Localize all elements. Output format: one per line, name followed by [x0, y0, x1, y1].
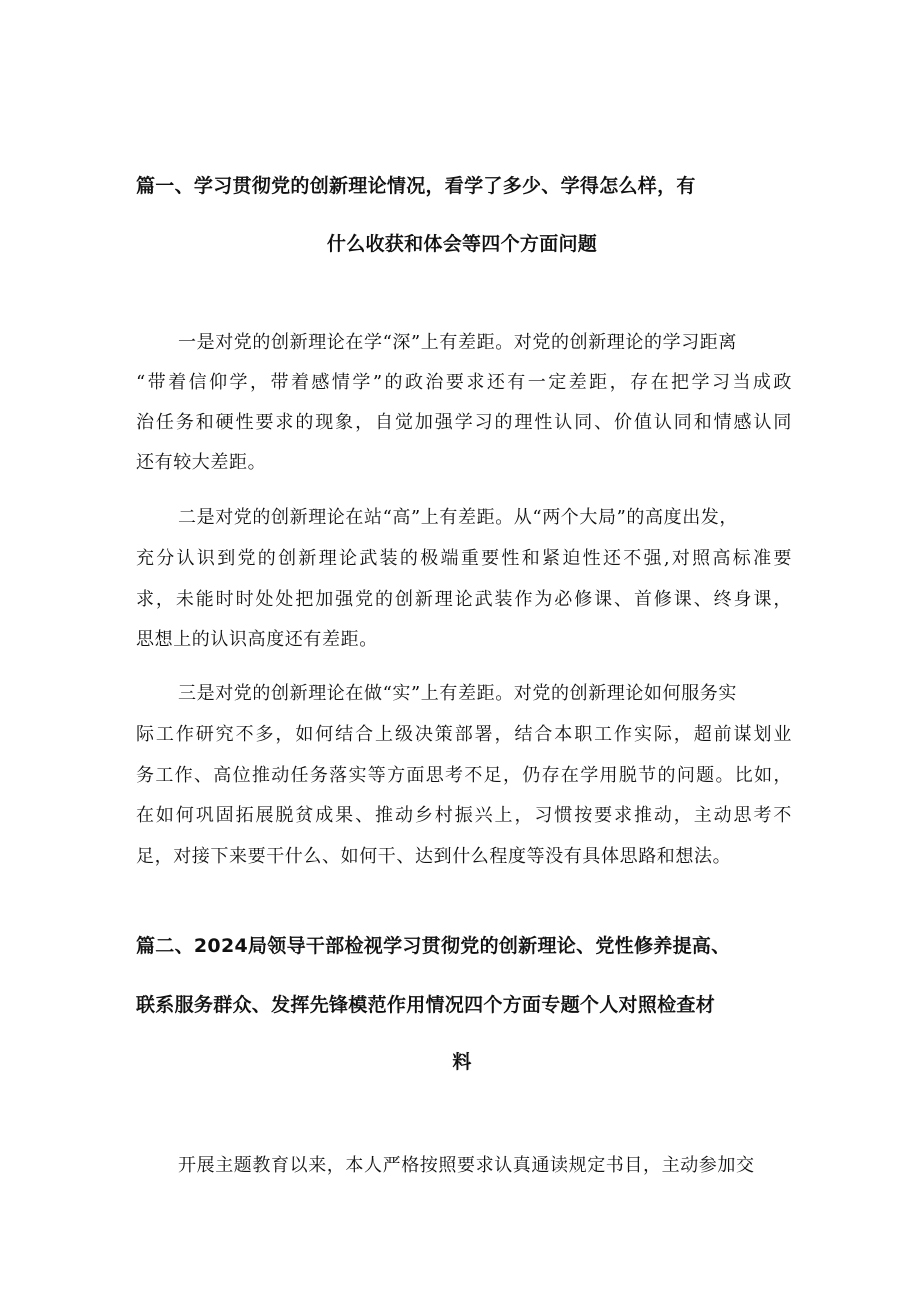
section2-title-line3: 料 — [452, 1051, 472, 1073]
paragraph-line: 充分认识到党的创新理论武装的极端重要性和紧迫性还不强,对照高标准要 — [136, 548, 792, 569]
section1-title-line1: 篇一、学习贯彻党的创新理论情况，看学了多少、学得怎么样，有 — [136, 175, 696, 197]
paragraph-line: 还有较大差距。 — [136, 452, 267, 473]
section2-title-line2: 联系服务群众、发挥先锋模范作用情况四个方面专题个人对照检查材 — [136, 994, 716, 1016]
paragraph-line: “带着信仰学，带着感情学”的政治要求还有一定差距，存在把学习当成政 — [136, 372, 792, 393]
paragraph-line: 求，未能时时处处把加强党的创新理论武装作为必修课、首修课、终身课， — [136, 589, 792, 610]
paragraph-line: 务工作、高位推动任务落实等方面思考不足，仍存在学用脱节的问题。比如， — [136, 765, 792, 786]
section1-title-line2: 什么收获和体会等四个方面问题 — [326, 233, 598, 255]
paragraph-line: 治任务和硬性要求的现象，自觉加强学习的理性认同、价值认同和情感认同 — [136, 412, 792, 433]
section2-title-line1: 篇二、2024局领导干部检视学习贯彻党的创新理论、党性修养提高、 — [136, 935, 731, 957]
paragraph-line: 思想上的认识高度还有差距。 — [136, 629, 378, 650]
paragraph-line: 在如何巩固拓展脱贫成果、推动乡村振兴上，习惯按要求推动，主动思考不 — [136, 805, 792, 826]
paragraph-line: 开展主题教育以来，本人严格按照要求认真通读规定书目，主动参加交 — [178, 1155, 755, 1176]
paragraph-line: 二是对党的创新理论在站“高”上有差距。从“两个大局”的高度出发， — [178, 507, 739, 528]
paragraph-line: 际工作研究不多，如何结合上级决策部署，结合本职工作实际，超前谋划业 — [136, 724, 792, 745]
paragraph-line: 三是对党的创新理论在做“实”上有差距。对党的创新理论如何服务实 — [178, 683, 738, 704]
paragraph-line: 足，对接下来要干什么、如何干、达到什么程度等没有具体思路和想法。 — [136, 846, 732, 867]
paragraph-line: 一是对党的创新理论在学“深”上有差距。对党的创新理论的学习距离 — [178, 332, 738, 353]
